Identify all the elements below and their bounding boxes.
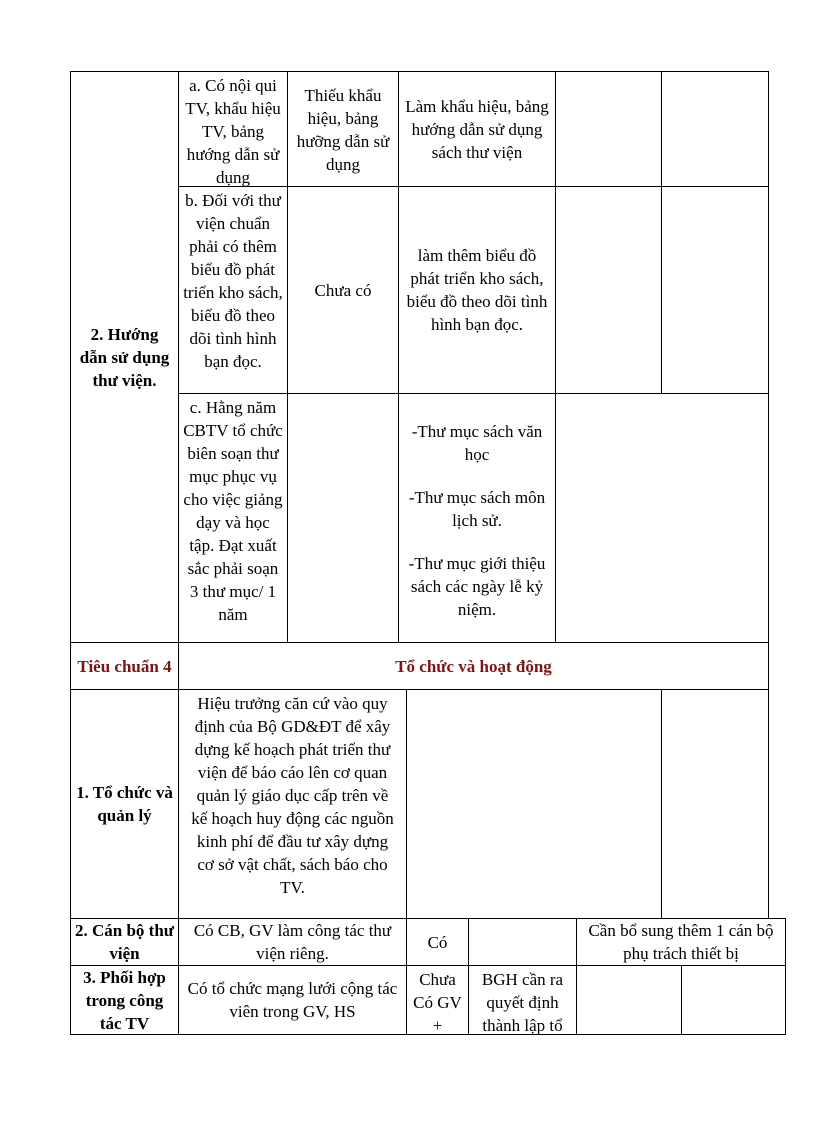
org-empty-2	[661, 689, 769, 919]
staff-title: 2. Cán bộ thư viện	[70, 918, 179, 966]
action-c-item: -Thư mục sách văn học	[411, 422, 543, 464]
coop-action: BGH cần ra quyết định thành lập tổ	[468, 965, 577, 1035]
action-c-item: -Thư mục sách môn lịch sử.	[408, 488, 546, 530]
coop-empty-2	[681, 965, 786, 1035]
status-b: Chưa có	[287, 186, 399, 394]
criterion-c: c. Hằng năm CBTV tổ chức biên soạn thư mục phục vụ cho việc giảng dạy và học tập. Đạt xuất sắc phải soạn 3 thư mục/ 1 năm	[178, 393, 288, 643]
coop-criterion: Có tổ chức mạng lưới cộng tác viên trong GV, HS	[178, 965, 407, 1035]
coop-status: Chưa Có GV +	[406, 965, 469, 1035]
org-empty-1	[406, 689, 662, 919]
staff-criterion: Có CB, GV làm công tác thư viện riêng.	[178, 918, 407, 966]
empty-c-1	[555, 393, 769, 643]
staff-status: Có	[406, 918, 469, 966]
coop-title: 3. Phối hợp trong công tác TV	[70, 965, 179, 1035]
status-c	[287, 393, 399, 643]
status-a: Thiếu khẩu hiệu, bảng hưỡng dẫn sử dụng	[287, 71, 399, 187]
section-2-title: 2. Hướng dẫn sử dụng thư viện.	[70, 71, 179, 643]
criterion-b: b. Đối với thư viện chuẩn phải có thêm biểu đồ phát triển kho sách, biểu đồ theo dõi tình hình bạn đọc.	[178, 186, 288, 394]
action-c-item: -Thư mục giới thiệu sách các ngày lễ kỷ niệm.	[408, 554, 546, 619]
coop-empty-1	[576, 965, 682, 1035]
staff-empty	[468, 918, 577, 966]
standard-4-label: Tiêu chuẩn 4	[70, 642, 179, 690]
empty-b-2	[661, 186, 769, 394]
org-criterion: Hiệu trưởng căn cứ vào quy định của Bộ GD&ĐT để xây dựng kế hoạch phát triển thư viện để báo cáo lên cơ quan quản lý giáo dục cấp trên về kế hoạch huy động các nguồn kinh phí để đầu tư xây dựng cơ sở vật chất, sách báo cho TV.	[178, 689, 407, 919]
empty-a-1	[555, 71, 662, 187]
criterion-a: a. Có nội qui TV, khẩu hiệu TV, bảng hướng dẫn sử dụng	[178, 71, 288, 187]
standard-4-heading: Tổ chức và hoạt động	[178, 642, 769, 690]
empty-b-1	[555, 186, 662, 394]
staff-action: Cần bổ sung thêm 1 cán bộ phụ trách thiết bị	[576, 918, 786, 966]
empty-a-2	[661, 71, 769, 187]
org-title: 1. Tổ chức và quản lý	[70, 689, 179, 919]
action-b: làm thêm biểu đồ phát triển kho sách, biểu đồ theo dõi tình hình bạn đọc.	[398, 186, 556, 394]
action-c	[398, 393, 556, 643]
action-a: Làm khẩu hiệu, bảng hướng dẫn sử dụng sách thư viện	[398, 71, 556, 187]
